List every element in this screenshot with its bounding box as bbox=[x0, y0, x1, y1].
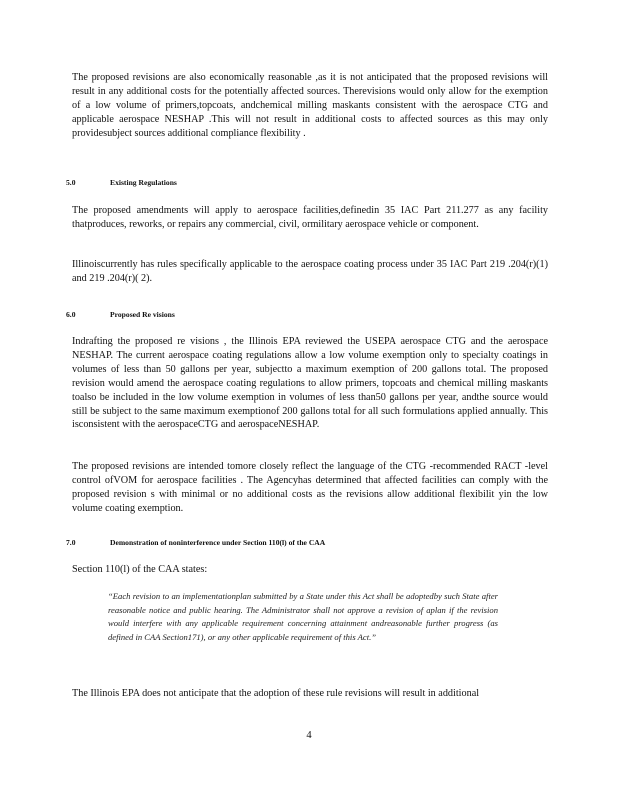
paragraph-applicability: The proposed amendments will apply to aerospace facilities,definedin 35 IAC Part 211.277 as any facility thatproduces, reworks, or repairs any commercial, civil, ormilitary aerospace vehicle or component. bbox=[72, 205, 548, 230]
section-number: 5.0 bbox=[66, 178, 76, 187]
page-number: 4 bbox=[306, 730, 312, 741]
paragraph-economic-reasonableness: The proposed revisions are also economically reasonable ,as it is not anticipated that the proposed revisions will result in any additional costs for the potentially affected sources. Therevisions would only allow for the exemption of a low volume of primers,topcoats, andchemical milling maskants consistent with the aerospace CTG and applicable aerospace NESHAP .This will not result in additional costs to affected sources as this may only providesubject sources additional compliance flexibility . bbox=[72, 72, 548, 139]
section-title: Demonstration of noninterference under Section 110(l) of the CAA bbox=[110, 538, 326, 547]
paragraph-noninterference: The Illinois EPA does not anticipate that the adoption of these rule revisions will result in additional bbox=[72, 688, 480, 699]
section-title: Existing Regulations bbox=[110, 178, 177, 187]
section-title: Proposed Re visions bbox=[110, 310, 175, 319]
section-heading-6 bbox=[66, 310, 175, 319]
paragraph-proposed-revisions: Indrafting the proposed re visions , the Illinois EPA reviewed the USEPA aerospace CTG and the aerospace NESHAP. The current aerospace coating regulations allow a low volume exemption only to specialty coatings in volumes of less than 50 gallons per year, subjectto a maximum exemption of 200 gallons total. The proposed revision would amend the aerospace coating regulations to allow primers, topcoats and chemical milling maskants toalso be included in the low volume exemption in volumes of less than50 gallons per year, andthe source would still be subject to the same maximum exemptionof 200 gallons total for all such formulations applied annually. This isconsistent with the aerospaceCTG and aerospaceNESHAP. bbox=[72, 336, 548, 431]
paragraph-section-110l: Section 110(l) of the CAA states: bbox=[72, 564, 208, 575]
paragraph-intent: The proposed revisions are intended tomore closely reflect the language of the CTG -recommended RACT -level control ofVOM for aerospace facilities . The Agencyhas determined that affected facilities can comply with the proposed revision s with minimal or no additional costs as the revisions allow additional flexibilit yin the low volume coating exemption. bbox=[72, 461, 548, 514]
section-number: 6.0 bbox=[66, 310, 76, 319]
section-heading-5 bbox=[66, 178, 177, 187]
paragraph-current-rules: Illinoiscurrently has rules specifically applicable to the aerospace coating process under 35 IAC Part 219 .204(r)(1) and 219 .204(r)( 2). bbox=[72, 259, 548, 284]
block-quote-caa: “Each revision to an implementationplan submitted by a State under this Act shall be adoptedby such State after reasonable notice and public hearing. The Administrator shall not approve a revision of aplan if the revision would interfere with any applicable requirement concerning attainment andreasonable further progress (as defined in CAA Section171), or any other applicable requirement of this Act.” bbox=[108, 591, 498, 642]
section-heading-7 bbox=[66, 538, 325, 547]
section-number: 7.0 bbox=[66, 538, 76, 547]
